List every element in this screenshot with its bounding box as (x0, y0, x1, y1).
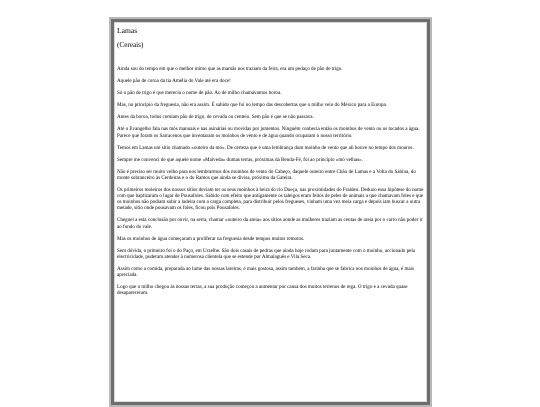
paragraph: Aquele pão de coroa da tia Amélia do Vale até era doce! (117, 78, 231, 85)
paragraph: Só o pão de trigo é que merecia o nome de pão. Ao de milho chamávamos boroa. (117, 90, 282, 97)
paragraph: Ainda sou do tempo em que o melhor mimo que as mamãs nos traziam da feira, era um pedaço de pão de trigo. (117, 66, 343, 72)
paragraph: Os primeiros moleiros dos nossos sítios deviam ter os seus moinhos à beira do rio Dueça, nas proximidades do Fraldeu. Deduzo essa hipótese do nome com que baptizaram o lugar de Pousafoles. Sabido com efeito que antigamente os taleigos eram feitos de peles de animais a que chamavam foles e que os moinhos não podiam subir a ladeira com a carga completa, para distribuir pelos fregueses, vinham uma vez meia carga e depois iam buscar a outra metade, sítio onde pousavam os foles, ficou pois Pousafoles. (117, 187, 424, 212)
paragraph: Sem dúvida, o primeiro foi o do Paço, em Urzelhe. São dois casais de pedras que ainda hoje rodam para juntamente com o moinho, accionado pela electricidade, puderam atender à numerosa clientela que se estende por Almalaguês e Vila Seca. (117, 247, 416, 260)
document-subtitle: (Cereais) (117, 41, 144, 49)
paragraph: Temos em Lamas um sítio chamado «outeiro da mó». De certeza que é uma lembrança dum moinho de vento que ali houve no tempo dos mouros. (117, 144, 414, 151)
paragraph: Antes da boroa, todos comiam pão de trigo, de cevada ou centeio. Sem pão é que se não passava. (117, 114, 314, 121)
paragraph: Mas, no princípio da freguesia, não era assim. É sabido que foi no tempo das descobertas que o milho veio do México para a Europa. (117, 102, 388, 109)
spacer (117, 50, 426, 66)
paragraph: Mas os moinhos de água começaram a proliferar na freguesia desde tempos muitos remotos. (117, 235, 305, 242)
paragraph: Não é preciso ser muito velho para nos lembrarmos dos moinhos de vento do Cabeço, daquele outeiro entre Chão de Lamas e a Volta do Sabina, do monte sobranceiro às Cerdeiras e o do Ramos que ainda se divisa, próximo da Gateira. (117, 168, 416, 181)
paragraph: Sempre me convenci de que aquele nome «Malveda» dumas terras, próximas da Benda-Fé, foi ao princípio «mó velhas». (117, 156, 363, 163)
paragraph: Cheguei a esta conclusão por ouvir, na serra, chamar «outeiro da areia» aos sítios aonde as mulheres traziam as centas de areia por o carro não poder ir ao fundo do vale. (117, 217, 423, 230)
document-frame (109, 17, 432, 407)
document-content (117, 26, 426, 302)
paragraph: Assim como a comida, preparada ao lume das nossas lareiras, é mais gostosa, assim também, a farinha que se fabrica nos moinhos de água, é mais apreciada. (117, 265, 415, 278)
paragraph: Logo que o milho chegou às nossas terras, a sua produção começou a aumentar por causa dos muitos terrenos de rega. O trigo e a cevada quase desapareceram. (117, 284, 408, 297)
document-title: Lamas (117, 26, 138, 35)
paragraph: Até o Evangelho fala nas mós manuais e nas asinárias ou movidas por jumentos. Ninguém conhecia então os moinhos de vento ou os tocados a água. Parece que foram os Sarracenos que inventaram os moinhos de vento e de água quando ocuparam o nosso território. (117, 126, 420, 139)
